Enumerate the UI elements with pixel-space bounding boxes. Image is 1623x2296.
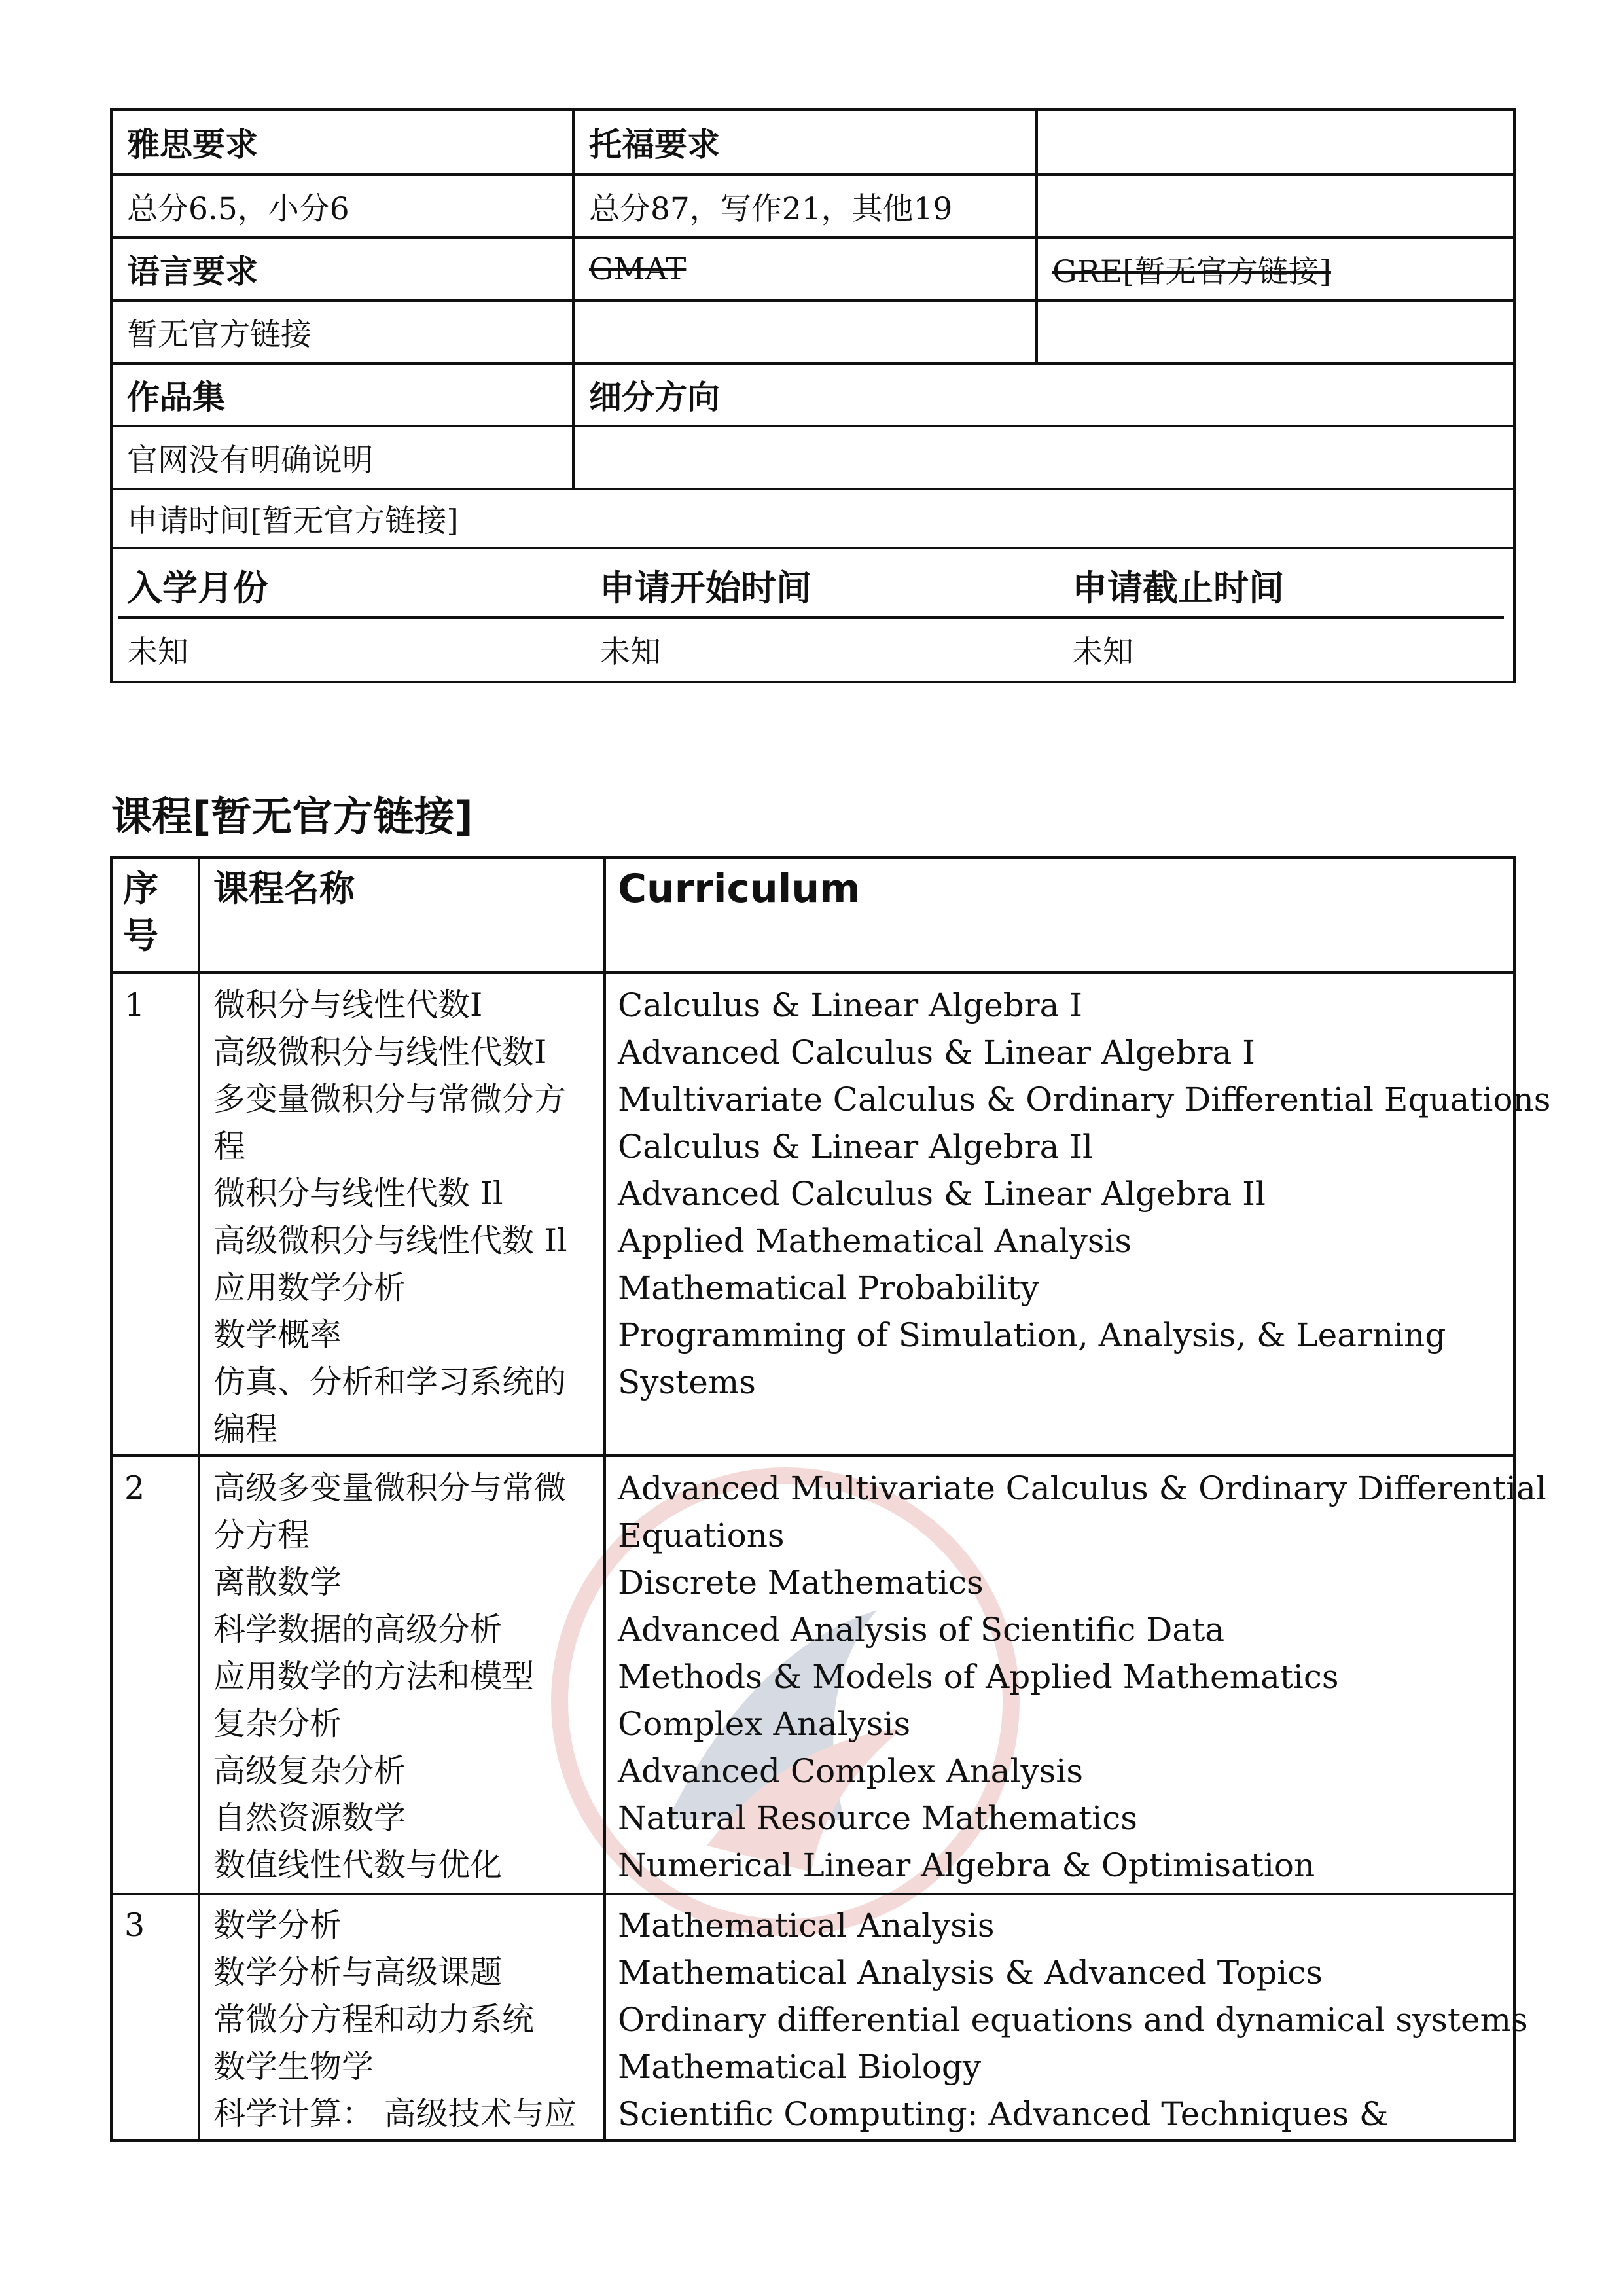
application-time-label: 申请时间[暂无官方链接] [127, 503, 459, 539]
toefl-value: 总分87，写作21，其他19 [589, 190, 953, 227]
ielts-value: 总分6.5，小分6 [127, 190, 349, 227]
list-item: 仿真、分析和学习系统的 [213, 1363, 567, 1401]
list-item: 数学分析 [213, 1907, 342, 1944]
list-item: 数学生物学 [213, 2048, 374, 2085]
list-item: 数学概率 [213, 1316, 342, 1354]
list-item: 高级微积分与线性代数I [213, 1033, 547, 1071]
group-cn-list [213, 982, 567, 1453]
courses-section-title: 课程[暂无官方链接] [111, 793, 473, 840]
direction-label: 细分方向 [589, 378, 720, 416]
list-item: Applied Mathematical Analysis [618, 1222, 1132, 1260]
group-cn-list [213, 1902, 577, 2138]
list-item: 程 [213, 1128, 246, 1165]
toefl-label: 托福要求 [589, 126, 720, 164]
group-en-list [618, 1902, 1528, 2138]
portfolio-label: 作品集 [127, 378, 225, 416]
list-item: Multivariate Calculus & Ordinary Differential Equations [618, 1081, 1551, 1119]
header-no [123, 865, 158, 960]
list-item: 微积分与线性代数I [213, 986, 483, 1024]
list-item: 高级多变量微积分与常微 [213, 1469, 567, 1507]
deadline-value: 未知 [1072, 634, 1133, 670]
group-number: 2 [124, 1469, 145, 1507]
list-item: Mathematical Analysis & Advanced Topics [618, 1954, 1323, 1992]
list-item: Programming of Simulation, Analysis, & Learning [618, 1316, 1446, 1354]
enroll-month-label: 入学月份 [127, 567, 268, 609]
list-item: 分方程 [213, 1516, 310, 1554]
start-time-label: 申请开始时间 [599, 567, 812, 609]
gre-label: GRE[暂无官方链接] [1052, 253, 1331, 290]
list-item: Complex Analysis [618, 1705, 911, 1743]
list-item: Calculus & Linear Algebra Il [618, 1128, 1094, 1166]
language-label: 语言要求 [127, 253, 258, 291]
header-course-name: 课程名称 [213, 868, 355, 909]
list-item: 编程 [213, 1410, 278, 1448]
header-no-line1: 序 [123, 868, 158, 909]
list-item: 自然资源数学 [213, 1799, 406, 1837]
list-item: Advanced Calculus & Linear Algebra I [618, 1033, 1255, 1071]
header-no-line2: 号 [123, 915, 158, 956]
start-time-value: 未知 [599, 634, 661, 670]
list-item: 科学计算： 高级技术与应 [213, 2095, 577, 2132]
list-item: Calculus & Linear Algebra I [618, 986, 1083, 1024]
deadline-label: 申请截止时间 [1072, 567, 1284, 609]
list-item: 常微分方程和动力系统 [213, 2001, 535, 2038]
list-item: 高级复杂分析 [213, 1752, 406, 1789]
list-item: 科学数据的高级分析 [213, 1611, 503, 1648]
list-item: Methods & Models of Applied Mathematics [618, 1658, 1339, 1696]
list-item: Scientific Computing: Advanced Techniques & [618, 2095, 1389, 2133]
list-item: Advanced Calculus & Linear Algebra Il [618, 1175, 1266, 1213]
gmat-label: GMAT [589, 251, 687, 287]
list-item: Ordinary differential equations and dynamical systems [618, 2001, 1528, 2039]
list-item: Natural Resource Mathematics [618, 1799, 1137, 1837]
list-item: 高级微积分与线性代数 Il [213, 1222, 567, 1259]
list-item: 多变量微积分与常微分方 [213, 1081, 567, 1118]
language-value: 暂无官方链接 [127, 316, 312, 353]
enroll-month-value: 未知 [127, 634, 188, 670]
list-item: Advanced Complex Analysis [618, 1752, 1083, 1790]
list-item: 离散数学 [213, 1564, 342, 1601]
header-curriculum: Curriculum [618, 866, 861, 912]
group-number: 3 [124, 1907, 145, 1944]
list-item: 数值线性代数与优化 [213, 1846, 503, 1884]
group-number: 1 [124, 986, 145, 1024]
ielts-label: 雅思要求 [127, 126, 258, 164]
list-item: Advanced Multivariate Calculus & Ordinary Differential [618, 1469, 1546, 1507]
list-item: Advanced Analysis of Scientific Data [618, 1611, 1225, 1649]
group-en-list [618, 982, 1550, 1406]
list-item: 应用数学的方法和模型 [213, 1658, 535, 1695]
list-item: Discrete Mathematics [618, 1564, 984, 1602]
list-item: 应用数学分析 [213, 1269, 406, 1306]
list-item: 微积分与线性代数 Il [213, 1175, 503, 1212]
list-item: Systems [618, 1363, 756, 1401]
list-item: 数学分析与高级课题 [213, 1954, 503, 1991]
list-item: Numerical Linear Algebra & Optimisation [618, 1846, 1315, 1884]
group-en-list [618, 1465, 1546, 1889]
list-item: Equations [618, 1516, 785, 1554]
list-item: Mathematical Biology [618, 2048, 982, 2086]
list-item: 复杂分析 [213, 1705, 342, 1742]
list-item: Mathematical Probability [618, 1269, 1039, 1307]
group-cn-list [213, 1465, 566, 1889]
portfolio-value: 官网没有明确说明 [127, 442, 373, 478]
list-item: Mathematical Analysis [618, 1907, 995, 1945]
